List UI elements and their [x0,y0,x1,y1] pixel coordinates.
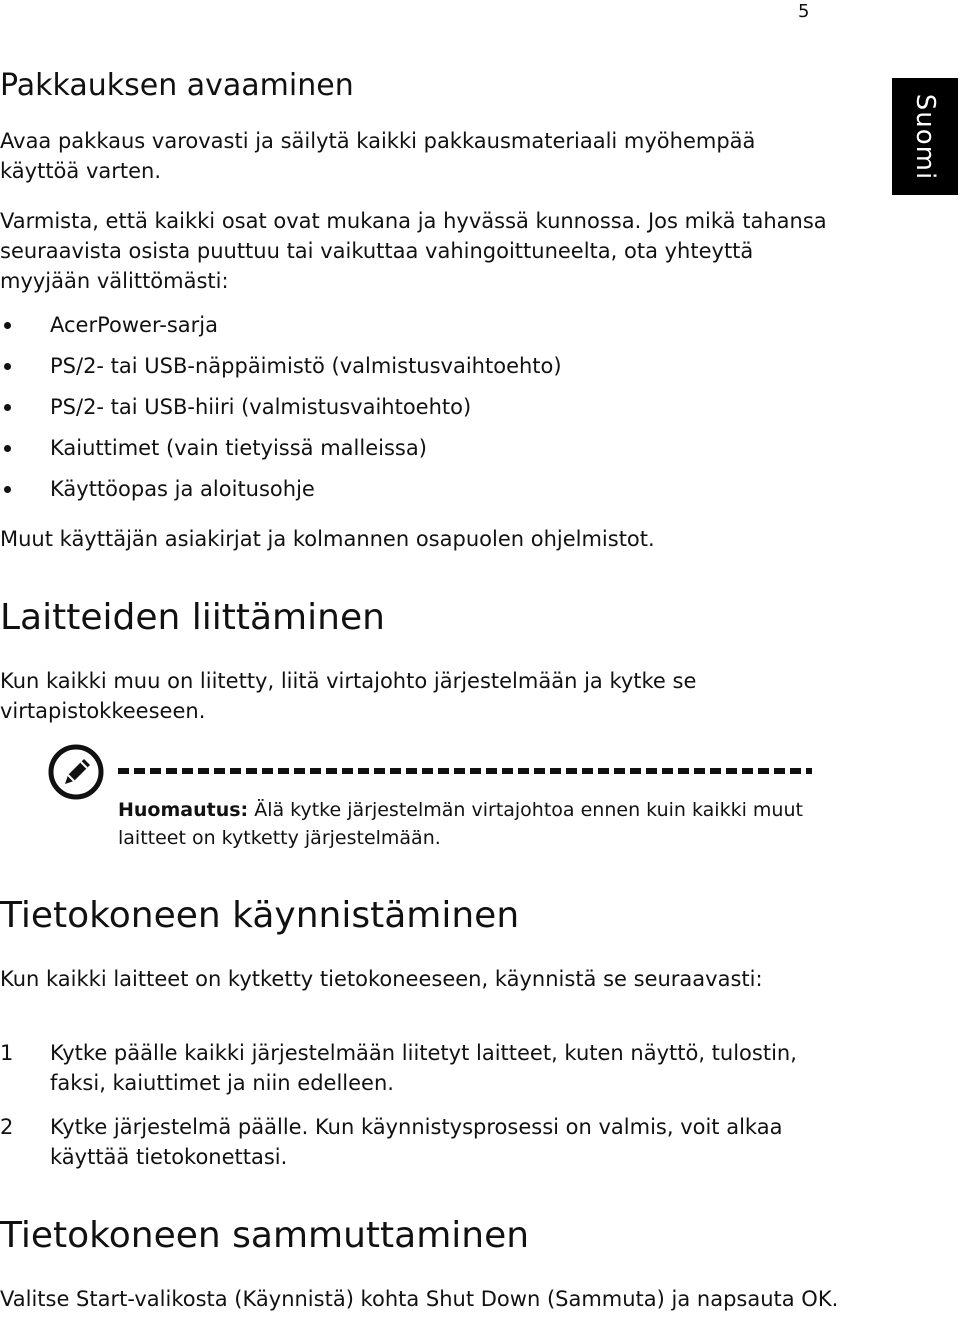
shutdown-heading: Tietokoneen sammuttaminen [0,1215,530,1256]
list-item [0,1112,840,1172]
connecting-heading: Laitteiden liittäminen [0,597,385,638]
list-item: PS/2- tai USB-hiiri (valmistusvaihtoehto) [0,390,562,431]
starting-paragraph: Kun kaikki laitteet on kytketty tietokoneeseen, käynnistä se seuraavasti: [0,967,763,991]
bullet-icon [4,363,11,370]
shutdown-paragraph: Valitse Start-valikosta (Käynnistä) kohta Shut Down (Sammuta) ja napsauta OK. [0,1287,839,1311]
note-pen-icon [48,744,104,800]
step-text: Kytke järjestelmä päälle. Kun käynnistysprosessi on valmis, voit alkaa käyttää tietokonettasi. [50,1115,783,1169]
note-text [118,796,818,852]
list-item: AcerPower-sarja [0,308,562,349]
step-number: 1 [0,1041,14,1065]
unpacking-paragraph-2: Varmista, että kaikki osat ovat mukana ja hyvässä kunnossa. Jos mikä tahansa seuraavista osista puuttuu tai vaikuttaa vahingoittuneelta, ota yhteyttä myyjään välittömästi: [0,209,827,293]
list-item: PS/2- tai USB-näppäimistö (valmistusvaihtoehto) [0,349,562,390]
bullet-icon [4,486,11,493]
bullet-icon [4,404,11,411]
unpacking-heading: Pakkauksen avaaminen [0,68,354,103]
startup-steps-list [0,1038,840,1186]
list-item: Kaiuttimet (vain tietyissä malleissa) [0,431,562,472]
language-tab [892,78,958,195]
step-number: 2 [0,1115,14,1139]
list-item [0,1038,840,1098]
note-label: Huomautus: [118,799,249,821]
page-number: 5 [798,1,810,22]
unpacking-paragraph-3: Muut käyttäjän asiakirjat ja kolmannen osapuolen ohjelmistot. [0,527,655,551]
list-item: Käyttöopas ja aloitusohje [0,472,562,513]
note-divider [118,768,812,774]
language-tab-label: Suomi [910,93,941,180]
step-text: Kytke päälle kaikki järjestelmään liitetyt laitteet, kuten näyttö, tulostin, faksi, kaiuttimet ja niin edelleen. [50,1041,797,1095]
unpacking-paragraph-1: Avaa pakkaus varovasti ja säilytä kaikki pakkausmateriaali myöhempää käyttöä varten. [0,129,756,183]
bullet-icon [4,322,11,329]
starting-heading: Tietokoneen käynnistäminen [0,895,520,936]
connecting-paragraph: Kun kaikki muu on liitetty, liitä virtajohto järjestelmään ja kytke se virtapistokkeeseen. [0,669,697,723]
note-body: Älä kytke järjestelmän virtajohtoa ennen kuin kaikki muut laitteet on kytketty järjestelmään. [118,799,803,849]
package-contents-list [0,308,562,513]
bullet-icon [4,445,11,452]
